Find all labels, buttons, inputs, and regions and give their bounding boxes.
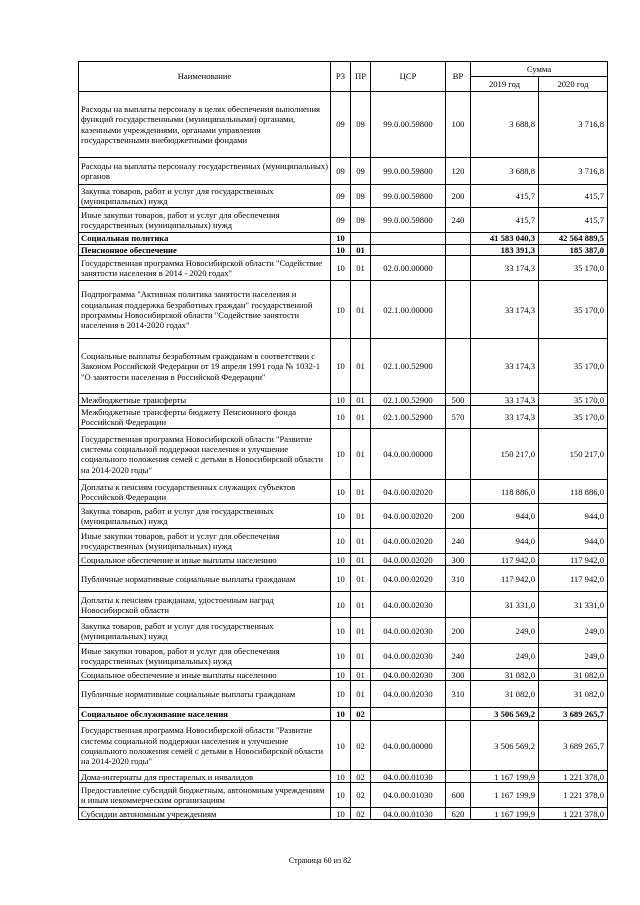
row-name: Закупка товаров, работ и услуг для государственных (муниципальных) нужд [79,504,331,529]
row-amount-2019: 33 174,3 [471,281,539,339]
row-vr [446,708,471,721]
row-csr: 02.1.00.00000 [371,281,446,339]
table-row [79,681,608,708]
row-amount-2020: 944,0 [539,504,608,529]
row-amount-2019: 3 688,8 [471,92,539,158]
row-amount-2019: 41 583 040,3 [471,233,539,245]
row-pr: 01 [351,281,371,339]
row-vr: 620 [446,808,471,820]
row-name: Расходы на выплаты персоналу в целях обеспечения выполнения функций государственными (муниципальными) органами, казенными учреждениями, органами управления государственными внебюджетными фондами [79,92,331,158]
row-csr [371,245,446,256]
row-name: Социальное обеспечение и иные выплаты населению [79,669,331,681]
row-amount-2020: 117 942,0 [539,554,608,566]
row-pr: 01 [351,480,371,504]
row-vr [446,592,471,618]
row-rz: 10 [331,256,351,281]
row-vr [446,281,471,339]
row-amount-2020: 35 170,0 [539,394,608,406]
row-pr: 01 [351,554,371,566]
table-row [79,554,608,566]
row-pr: 02 [351,721,371,771]
row-amount-2020: 35 170,0 [539,406,608,429]
row-pr [351,233,371,245]
row-rz: 10 [331,592,351,618]
table-row [79,233,608,245]
table-row [79,208,608,233]
row-vr: 300 [446,669,471,681]
header-sum: Сумма [471,62,608,77]
row-vr: 600 [446,783,471,808]
row-csr: 04.0.00.02020 [371,480,446,504]
row-vr [446,245,471,256]
row-amount-2020: 1 221 378,0 [539,808,608,820]
row-name: Закупка товаров, работ и услуг для государственных (муниципальных) нужд [79,618,331,644]
row-vr: 100 [446,92,471,158]
row-pr: 01 [351,644,371,669]
header-name: Наименование [79,62,331,92]
table-row [79,708,608,721]
table-row [79,429,608,480]
row-csr: 04.0.00.00000 [371,721,446,771]
table-row [79,394,608,406]
row-vr: 240 [446,529,471,554]
header-vr: ВР [446,62,471,92]
row-csr: 04.0.00.02020 [371,504,446,529]
row-csr: 04.0.00.00000 [371,429,446,480]
row-csr: 99.0.00.59800 [371,158,446,185]
row-pr: 01 [351,406,371,429]
row-amount-2020: 944,0 [539,529,608,554]
row-pr: 01 [351,394,371,406]
row-amount-2020: 3 716,8 [539,92,608,158]
row-csr: 02.1.00.52900 [371,394,446,406]
row-amount-2020: 118 886,0 [539,480,608,504]
row-rz: 10 [331,783,351,808]
row-rz: 09 [331,92,351,158]
row-amount-2019: 33 174,3 [471,339,539,394]
budget-table [78,61,608,820]
row-amount-2020: 31 082,0 [539,681,608,708]
row-amount-2020: 3 689 265,7 [539,708,608,721]
row-pr: 01 [351,566,371,592]
row-amount-2019: 118 886,0 [471,480,539,504]
row-name: Иные закупки товаров, работ и услуг для обеспечения государственных (муниципальных) нужд [79,529,331,554]
row-amount-2020: 35 170,0 [539,339,608,394]
row-name: Расходы на выплаты персоналу государственных (муниципальных) органов [79,158,331,185]
row-name: Межбюджетные трансферты бюджету Пенсионного фонда Российской Федерации [79,406,331,429]
row-vr: 240 [446,208,471,233]
row-amount-2020: 150 217,0 [539,429,608,480]
row-rz: 10 [331,480,351,504]
row-name: Подпрограмма "Активная политика занятости населения и социальная поддержка безработных граждан" государственной программы Новосибирской области "Содействие занятости населения в 2014-2020 годах" [79,281,331,339]
budget-table-container [78,61,607,820]
row-csr: 04.0.00.02030 [371,592,446,618]
row-name: Доплаты к пенсиям государственных служащих субъектов Российской Федерации [79,480,331,504]
header-csr: ЦСР [371,62,446,92]
row-amount-2019: 33 174,3 [471,394,539,406]
table-row [79,783,608,808]
table-row [79,158,608,185]
row-name: Дома-интернаты для престарелых и инвалидов [79,771,331,783]
row-csr: 04.0.00.02030 [371,644,446,669]
row-pr: 02 [351,771,371,783]
row-amount-2020: 117 942,0 [539,566,608,592]
row-amount-2019: 3 506 569,2 [471,708,539,721]
row-rz: 10 [331,681,351,708]
row-name: Государственная программа Новосибирской области "Развитие системы социальной поддержки населения и улучшение социального положения семей с детьми в Новосибирской области на 2014-2020 годы" [79,721,331,771]
row-amount-2019: 249,0 [471,644,539,669]
row-amount-2020: 35 170,0 [539,281,608,339]
row-csr: 99.0.00.59800 [371,185,446,208]
row-vr: 200 [446,185,471,208]
row-csr: 04.0.00.01030 [371,783,446,808]
row-amount-2019: 117 942,0 [471,566,539,592]
row-amount-2019: 1 167 199,9 [471,808,539,820]
row-amount-2019: 31 082,0 [471,681,539,708]
table-row [79,480,608,504]
row-vr [446,429,471,480]
row-amount-2019: 3 506 569,2 [471,721,539,771]
table-row [79,808,608,820]
row-name: Субсидии автономным учреждениям [79,808,331,820]
row-rz: 10 [331,339,351,394]
row-rz: 10 [331,429,351,480]
row-vr [446,256,471,281]
row-pr: 01 [351,504,371,529]
row-name: Социальное обслуживание населения [79,708,331,721]
row-vr: 120 [446,158,471,185]
row-name: Закупка товаров, работ и услуг для государственных (муниципальных) нужд [79,185,331,208]
table-row [79,721,608,771]
row-amount-2019: 415,7 [471,185,539,208]
row-pr: 01 [351,245,371,256]
table-row [79,771,608,783]
row-amount-2019: 944,0 [471,529,539,554]
row-rz: 09 [331,208,351,233]
row-csr [371,233,446,245]
row-csr: 04.0.00.02030 [371,669,446,681]
table-row [79,185,608,208]
row-rz: 10 [331,669,351,681]
row-amount-2020: 1 221 378,0 [539,771,608,783]
row-csr: 04.0.00.02030 [371,681,446,708]
row-csr [371,708,446,721]
row-vr: 300 [446,554,471,566]
row-rz: 10 [331,504,351,529]
row-rz: 10 [331,808,351,820]
row-vr: 200 [446,504,471,529]
row-amount-2020: 3 689 265,7 [539,721,608,771]
table-row [79,504,608,529]
row-amount-2020: 249,0 [539,618,608,644]
table-body [79,92,608,820]
table-row [79,669,608,681]
row-amount-2019: 117 942,0 [471,554,539,566]
row-amount-2019: 944,0 [471,504,539,529]
row-csr: 02.0.00.00000 [371,256,446,281]
row-amount-2020: 415,7 [539,185,608,208]
row-pr: 01 [351,669,371,681]
row-amount-2019: 1 167 199,9 [471,771,539,783]
table-row [79,92,608,158]
row-rz: 10 [331,721,351,771]
row-csr: 99.0.00.59800 [371,92,446,158]
row-csr: 04.0.00.02020 [371,554,446,566]
row-pr: 01 [351,429,371,480]
row-rz: 10 [331,233,351,245]
row-name: Публичные нормативные социальные выплаты гражданам [79,566,331,592]
row-name: Социальное обеспечение и иные выплаты населению [79,554,331,566]
row-csr: 04.0.00.02020 [371,566,446,592]
row-amount-2020: 42 564 889,5 [539,233,608,245]
row-csr: 02.1.00.52900 [371,339,446,394]
row-amount-2020: 249,0 [539,644,608,669]
row-rz: 10 [331,394,351,406]
row-name: Доплаты к пенсиям гражданам, удостоенным наград Новосибирской области [79,592,331,618]
table-row [79,529,608,554]
row-vr: 570 [446,406,471,429]
row-pr: 02 [351,783,371,808]
table-row [79,339,608,394]
row-amount-2020: 415,7 [539,208,608,233]
row-rz: 09 [331,185,351,208]
row-name: Межбюджетные трансферты [79,394,331,406]
row-amount-2020: 185 387,0 [539,245,608,256]
table-row [79,256,608,281]
row-csr: 04.0.00.02020 [371,529,446,554]
row-pr: 01 [351,618,371,644]
row-rz: 10 [331,618,351,644]
table-row [79,281,608,339]
row-pr: 01 [351,592,371,618]
row-vr: 200 [446,618,471,644]
row-rz: 10 [331,529,351,554]
row-pr: 02 [351,708,371,721]
table-row [79,592,608,618]
row-amount-2020: 1 221 378,0 [539,783,608,808]
row-amount-2020: 3 716,8 [539,158,608,185]
row-amount-2019: 249,0 [471,618,539,644]
row-amount-2019: 31 082,0 [471,669,539,681]
row-rz: 10 [331,281,351,339]
row-name: Пенсионное обеспечение [79,245,331,256]
row-rz: 09 [331,158,351,185]
row-amount-2019: 183 391,3 [471,245,539,256]
table-row [79,644,608,669]
row-vr [446,480,471,504]
row-vr [446,771,471,783]
row-pr: 09 [351,92,371,158]
row-csr: 99.0.00.59800 [371,208,446,233]
row-name: Государственная программа Новосибирской области "Развитие системы социальной поддержки населения и улучшение социального положения семей с детьми в Новосибирской области на 2014-2020 годы" [79,429,331,480]
row-amount-2019: 1 167 199,9 [471,783,539,808]
row-vr [446,721,471,771]
row-csr: 04.0.00.01030 [371,771,446,783]
header-year-2019: 2019 год [471,77,539,92]
row-name: Предоставление субсидий бюджетным, автономным учреждениям и иным некоммерческим организациям [79,783,331,808]
row-name: Социальные выплаты безработным гражданам в соответствии с Законом Российской Федерации от 19 апреля 1991 года № 1032-1 "О занятости населения в Российской Федерации" [79,339,331,394]
row-rz: 10 [331,245,351,256]
table-row [79,406,608,429]
row-pr: 09 [351,185,371,208]
row-csr: 04.0.00.02030 [371,618,446,644]
row-amount-2019: 415,7 [471,208,539,233]
table-row [79,618,608,644]
row-vr: 310 [446,566,471,592]
row-pr: 09 [351,208,371,233]
row-pr: 01 [351,339,371,394]
row-amount-2020: 31 082,0 [539,669,608,681]
header-pr: ПР [351,62,371,92]
row-vr: 310 [446,681,471,708]
row-pr: 01 [351,529,371,554]
row-pr: 02 [351,808,371,820]
row-rz: 10 [331,406,351,429]
row-rz: 10 [331,708,351,721]
row-csr: 02.1.00.52900 [371,406,446,429]
row-name: Государственная программа Новосибирской области "Содействие занятости населения в 2014 - 2020 годах" [79,256,331,281]
row-csr: 04.0.00.01030 [371,808,446,820]
row-vr [446,339,471,394]
row-vr: 240 [446,644,471,669]
table-row [79,566,608,592]
row-amount-2019: 33 174,3 [471,256,539,281]
row-amount-2019: 33 174,3 [471,406,539,429]
row-name: Социальная политика [79,233,331,245]
row-amount-2019: 150 217,0 [471,429,539,480]
row-vr: 500 [446,394,471,406]
row-rz: 10 [331,566,351,592]
row-amount-2019: 31 331,0 [471,592,539,618]
header-year-2020: 2020 год [539,77,608,92]
row-amount-2020: 35 170,0 [539,256,608,281]
row-name: Публичные нормативные социальные выплаты гражданам [79,681,331,708]
row-amount-2019: 3 688,8 [471,158,539,185]
header-rz: РЗ [331,62,351,92]
row-pr: 01 [351,256,371,281]
row-rz: 10 [331,644,351,669]
row-pr: 01 [351,681,371,708]
row-pr: 09 [351,158,371,185]
row-name: Иные закупки товаров, работ и услуг для обеспечения государственных (муниципальных) нужд [79,208,331,233]
table-row [79,245,608,256]
row-name: Иные закупки товаров, работ и услуг для обеспечения государственных (муниципальных) нужд [79,644,331,669]
row-vr [446,233,471,245]
row-rz: 10 [331,554,351,566]
row-rz: 10 [331,771,351,783]
page-footer: Страница 60 из 82 [288,856,352,865]
row-amount-2020: 31 331,0 [539,592,608,618]
